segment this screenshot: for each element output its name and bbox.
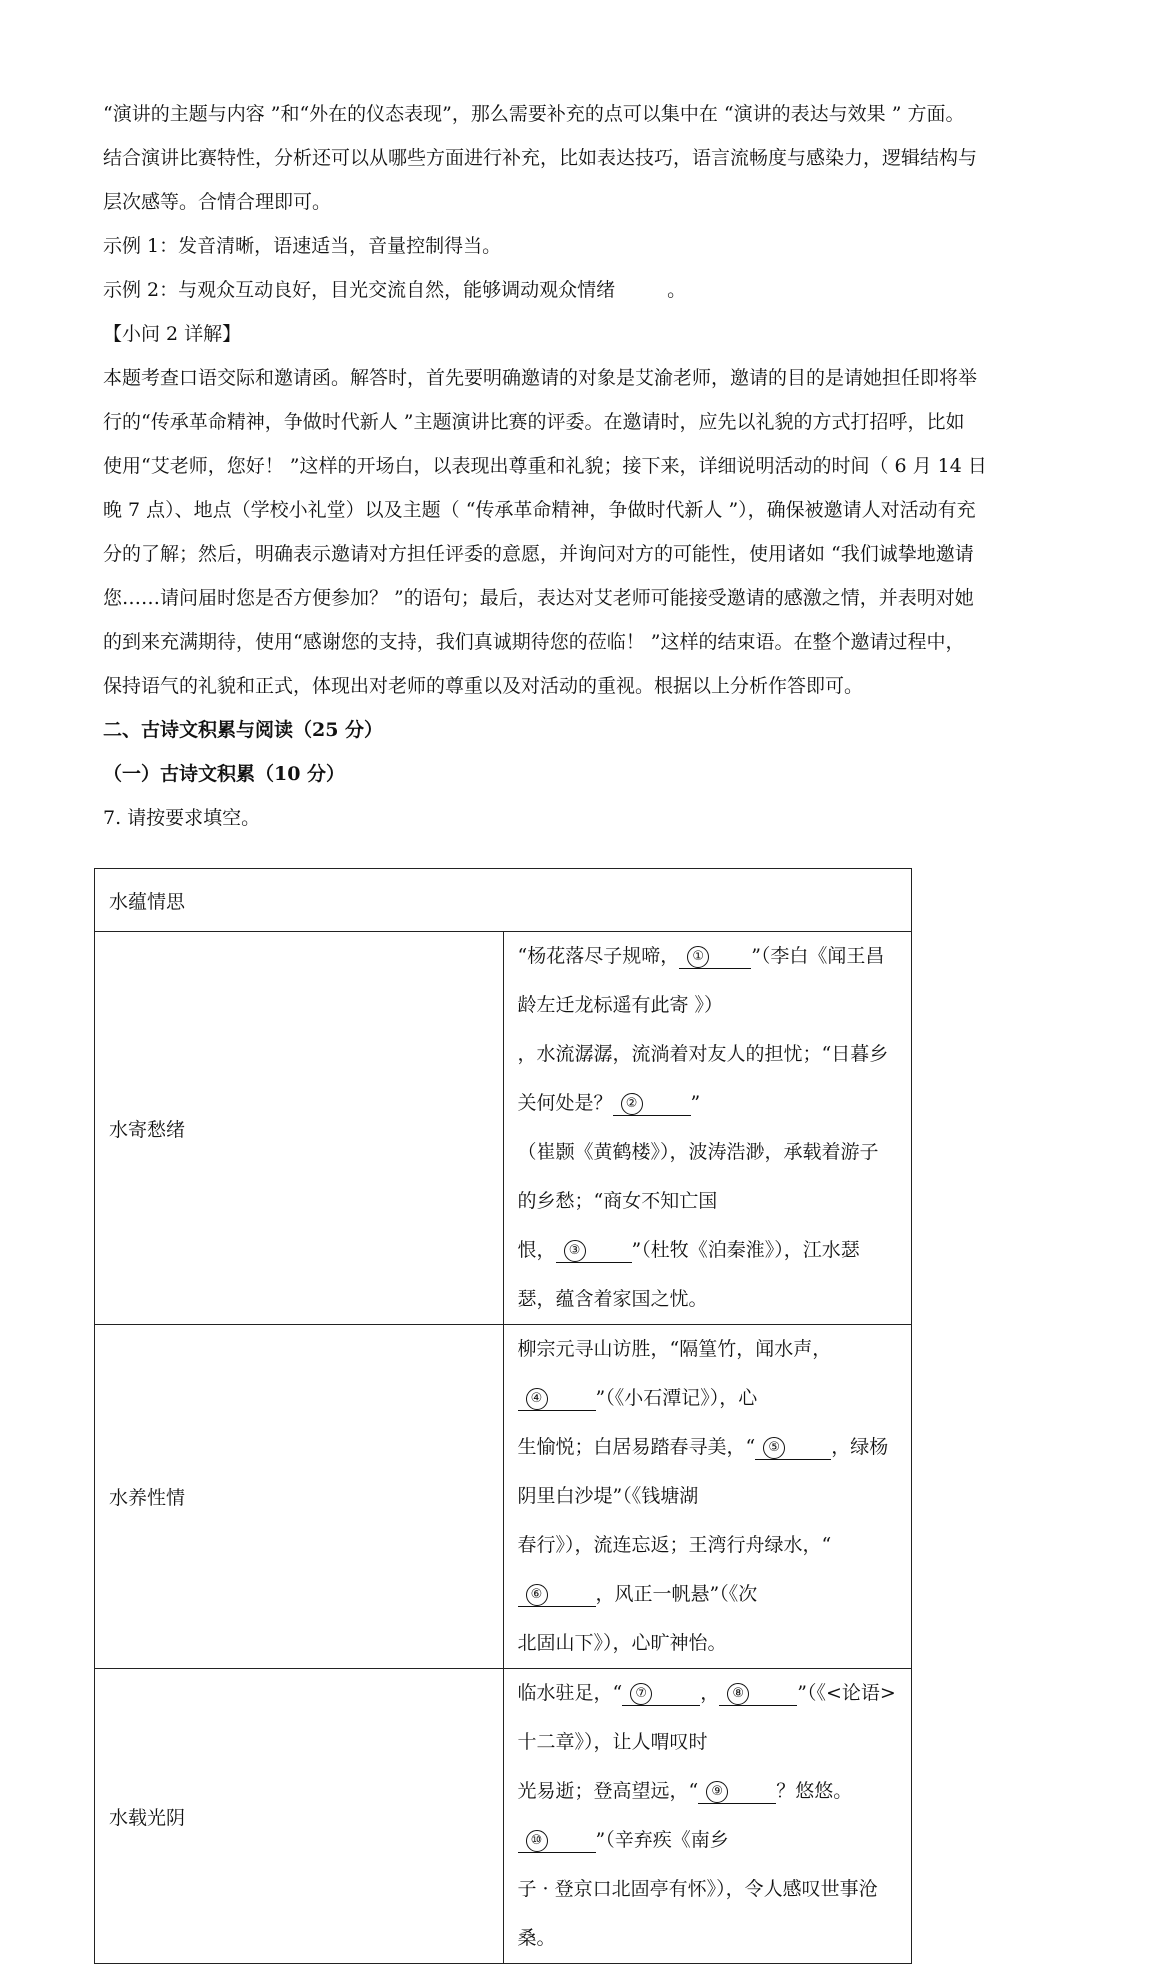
example-1: 示例 1：发音清晰，语速适当，音量控制得当。 [103, 235, 502, 257]
content-cell [503, 1669, 912, 1964]
text-segment: ”（《小石潭记》），心 [595, 1387, 758, 1409]
blank-number: ⑨ [706, 1781, 728, 1803]
text-segment: ，风正一帆悬”（《次 [595, 1583, 758, 1605]
category-cell: 水养性情 [95, 1325, 504, 1669]
text-segment: 光易逝；登高望远，“ [517, 1780, 699, 1802]
fill-blank-10[interactable] [518, 1828, 596, 1853]
paragraph-line: 晚 7 点）、地点（学校小礼堂）以及主题（ “传承革命精神，争做时代新人 ”），确保被邀请人对活动有充 [103, 499, 976, 521]
text-segment: “杨花落尽子规啼， [517, 945, 680, 967]
text-segment: 北固山下》），心旷神怡。 [517, 1632, 727, 1654]
text-segment: ”（《<论语>十二章》），让人喟叹时 [517, 1682, 896, 1753]
paragraph-line: 您……请问届时您是否方便参加？ ”的语句；最后，表达对艾老师可能接受邀请的感激之情，并表明对她 [103, 587, 974, 609]
example-2 [103, 268, 1063, 312]
blank-number: ② [621, 1093, 643, 1115]
subsection-heading: （一）古诗文积累（10 分） [103, 763, 346, 785]
fill-blank-8[interactable] [719, 1681, 797, 1706]
blank-number: ① [687, 946, 709, 968]
blank-number: ⑧ [727, 1683, 749, 1705]
fill-blank-2[interactable] [613, 1091, 691, 1116]
text-segment: ”（辛弃疾《南乡 [595, 1829, 729, 1851]
paragraph-line: 保持语气的礼貌和正式，体现出对老师的尊重以及对活动的重视。根据以上分析作答即可。 [103, 675, 864, 697]
text-segment: ”（李白《闻王昌龄左迁龙标遥有此寄 》） [517, 945, 885, 1016]
blank-number: ⑩ [526, 1830, 548, 1852]
text-segment: ，绿杨阴里白沙堤”（《钱塘湖 [517, 1436, 889, 1507]
text-segment: （崔颢《黄鹤楼》），波涛浩渺，承载着游子的乡愁；“商女不知亡国 [517, 1141, 879, 1212]
answer-text [103, 92, 1063, 840]
blank-number: ⑥ [526, 1584, 548, 1606]
text-segment: ，水流潺潺，流淌着对友人的担忧；“日暮乡关何处是？ [517, 1043, 889, 1114]
fill-blank-5[interactable] [755, 1435, 831, 1460]
fill-blank-3[interactable] [556, 1238, 632, 1263]
blank-number: ⑤ [763, 1437, 785, 1459]
paragraph-line: 本题考查口语交际和邀请函。解答时，首先要明确邀请的对象是艾渝老师，邀请的目的是请她担任即将举 [103, 367, 978, 389]
category-cell: 水寄愁绪 [95, 932, 504, 1325]
fill-blank-6[interactable] [518, 1582, 596, 1607]
question-7: 7. 请按要求填空。 [103, 807, 261, 829]
fill-blank-9[interactable] [698, 1779, 776, 1804]
text-segment: 恨， [517, 1239, 556, 1261]
fill-blank-4[interactable] [518, 1386, 596, 1411]
blank-number: ③ [564, 1240, 586, 1262]
text-segment: 临水驻足，“ [517, 1682, 623, 1704]
blank-number: ④ [526, 1388, 548, 1410]
category-cell: 水载光阴 [95, 1669, 504, 1964]
blank-number: ⑦ [630, 1683, 652, 1705]
paragraph-line: 层次感等。合情合理即可。 [103, 191, 332, 213]
example-2-period: 。 [667, 279, 687, 301]
paragraph-line: 结合演讲比赛特性，分析还可以从哪些方面进行补充，比如表达技巧，语言流畅度与感染力，逻辑结构与 [103, 147, 978, 169]
text-segment: 柳宗元寻山访胜，“隔篁竹，闻水声， [517, 1338, 832, 1360]
poetry-fill-table [94, 868, 912, 1964]
text-segment: 子 · 登京口北固亭有怀》），令人感叹世事沧桑。 [517, 1878, 878, 1949]
fill-blank-1[interactable] [679, 944, 751, 969]
table-header: 水蕴情思 [95, 869, 912, 932]
paragraph-line: 分的了解；然后，明确表示邀请对方担任评委的意愿，并询问对方的可能性，使用诸如 “我们诚挚地邀请 [103, 543, 974, 565]
content-cell [503, 1325, 912, 1669]
sub-question-heading: 【小问 2 详解】 [103, 323, 242, 345]
text-segment: 春行》），流连忘返；王湾行舟绿水，“ [517, 1534, 832, 1556]
text-segment: ”（杜牧《泊秦淮》），江水瑟瑟，蕴含着家国之忧。 [517, 1239, 860, 1310]
section-heading: 二、古诗文积累与阅读（25 分） [103, 719, 384, 741]
text-segment: 生愉悦；白居易踏春寻美，“ [517, 1436, 756, 1458]
example-2-text: 示例 2：与观众互动良好，目光交流自然，能够调动观众情绪 [103, 279, 616, 301]
content-cell [503, 932, 912, 1325]
paragraph-line: 行的“传承革命精神，争做时代新人 ”主题演讲比赛的评委。在邀请时，应先以礼貌的方式打招呼，比如 [103, 411, 965, 433]
paragraph-line: 使用“艾老师，您好！ ”这样的开场白，以表现出尊重和礼貌；接下来，详细说明活动的时间（ 6 月 14 日 [103, 455, 987, 477]
text-segment: ？悠悠。 [776, 1780, 853, 1802]
fill-blank-7[interactable] [622, 1681, 700, 1706]
paragraph-line: 的到来充满期待，使用“感谢您的支持，我们真诚期待您的莅临！ ”这样的结束语。在整个邀请过程中， [103, 631, 965, 653]
text-segment: ， [700, 1682, 720, 1704]
paragraph-line: “演讲的主题与内容 ”和“外在的仪态表现”，那么需要补充的点可以集中在 “演讲的表达与效果 ” 方面。 [103, 103, 965, 125]
text-segment: ” [690, 1092, 701, 1114]
